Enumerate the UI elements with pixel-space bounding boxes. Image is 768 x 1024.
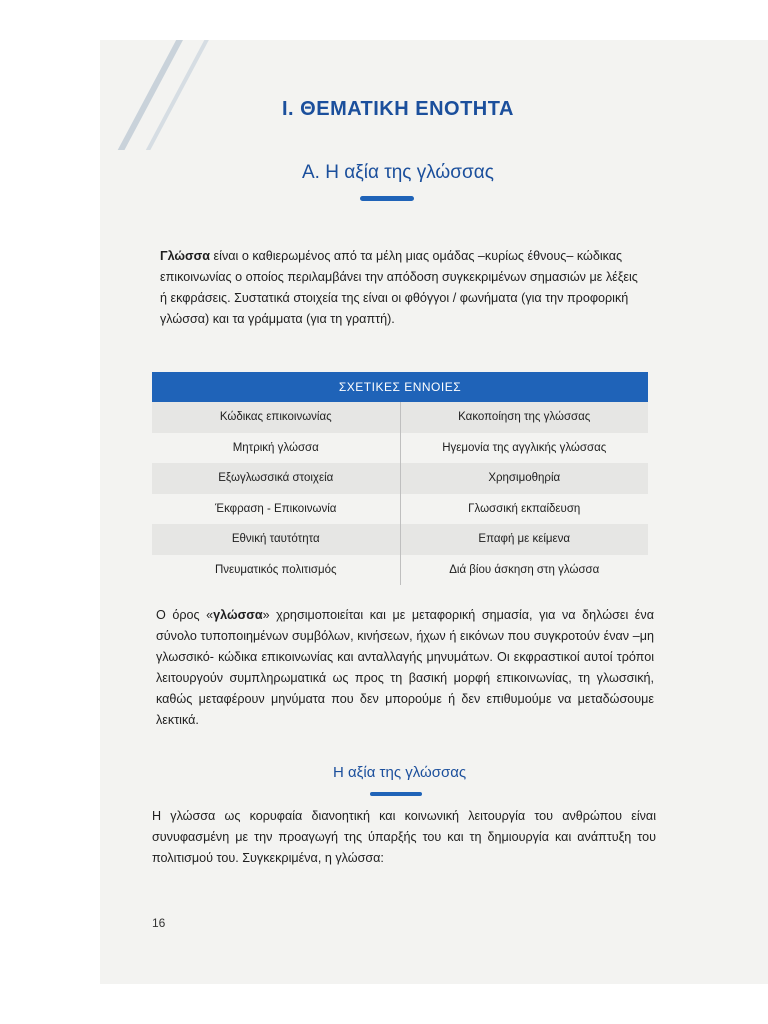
section-title: Α. Η αξία της γλώσσας [302, 162, 494, 183]
concept-cell: Μητρική γλώσσα [152, 433, 401, 464]
chapter-title: I. ΘΕΜΑΤΙΚΗ ΕΝΟΤΗΤΑ [282, 98, 514, 120]
definition-text: είναι ο καθιερωμένος από τα μέλη μιας ομάδας –κυρίως έθνους– κώδικας επικοινωνίας ο οποίος περιλαμβάνει την απόδοση συγκεκριμένων σημασιών με λέξεις ή εκφράσεις. Συστατικά στοιχεία της είναι οι φθόγγοι / φωνήματα (για την προφορική γλώσσα) και τα γράμματα (για τη γραπτή). [160, 249, 638, 326]
table-row [152, 494, 648, 525]
related-concepts-header: ΣΧΕΤΙΚΕΣ ΕΝΝΟΙΕΣ [152, 372, 648, 402]
section-title-underline [360, 196, 414, 201]
related-concepts-table [152, 372, 648, 585]
table-row [152, 433, 648, 464]
metaphor-text-before: Ο όρος « [156, 608, 214, 622]
definition-term: Γλώσσα [160, 249, 211, 263]
concept-cell: Ηγεμονία της αγγλικής γλώσσας [442, 441, 607, 454]
table-row [152, 524, 648, 555]
subheading-underline [370, 792, 422, 796]
concept-cell: Κώδικας επικοινωνίας [152, 402, 401, 433]
table-row [152, 555, 648, 586]
table-row [152, 402, 648, 433]
concept-cell: Έκφραση - Επικοινωνία [152, 494, 401, 525]
metaphor-paragraph [156, 605, 654, 731]
metaphor-term: γλώσσα [213, 608, 263, 622]
definition-paragraph [160, 246, 648, 330]
table-row [152, 463, 648, 494]
concept-cell: Πνευματικός πολιτισμός [152, 555, 401, 586]
photo-glare [100, 40, 220, 150]
concept-cell: Διά βίου άσκηση στη γλώσσα [449, 563, 600, 576]
subheading: Η αξία της γλώσσας [333, 764, 467, 781]
page-number: 16 [152, 916, 166, 930]
value-paragraph: Η γλώσσα ως κορυφαία διανοητική και κοινωνική λειτουργία του ανθρώπου είναι συνυφασμένη με την προαγωγή της ύπαρξής του και τη δημιουργία και ανάπτυξη του πολιτισμού του. Συγκεκριμένα, η γλώσσα: [152, 809, 656, 865]
concept-cell: Επαφή με κείμενα [478, 533, 571, 545]
concept-cell: Εξωγλωσσικά στοιχεία [152, 463, 401, 494]
concept-cell: Χρησιμοθηρία [488, 472, 561, 484]
concept-cell: Εθνική ταυτότητα [152, 524, 401, 555]
concept-cell: Γλωσσική εκπαίδευση [468, 502, 581, 515]
concept-cell: Κακοποίηση της γλώσσας [458, 411, 591, 423]
metaphor-text-after: » χρησιμοποιείται και με μεταφορική σημασία, για να δηλώσει ένα σύνολο τυποποιημένων συμβόλων, κινήσεων, ήχων ή εικόνων που συγκροτούν έναν –μη γλωσσικό- κώδικα επικοινωνίας και ανταλλαγής μηνυμάτων. Οι εκφραστικοί αυτοί τρόποι λειτουργούν συμπληρωματικά ως προς τη βασική μορφή επικοινωνίας, τη γλωσσική, καθώς μεταφέρουν μηνύματα που δεν μπορούμε ή δεν επιθυμούμε να μεταδώσουμε λεκτικά. [156, 608, 654, 727]
